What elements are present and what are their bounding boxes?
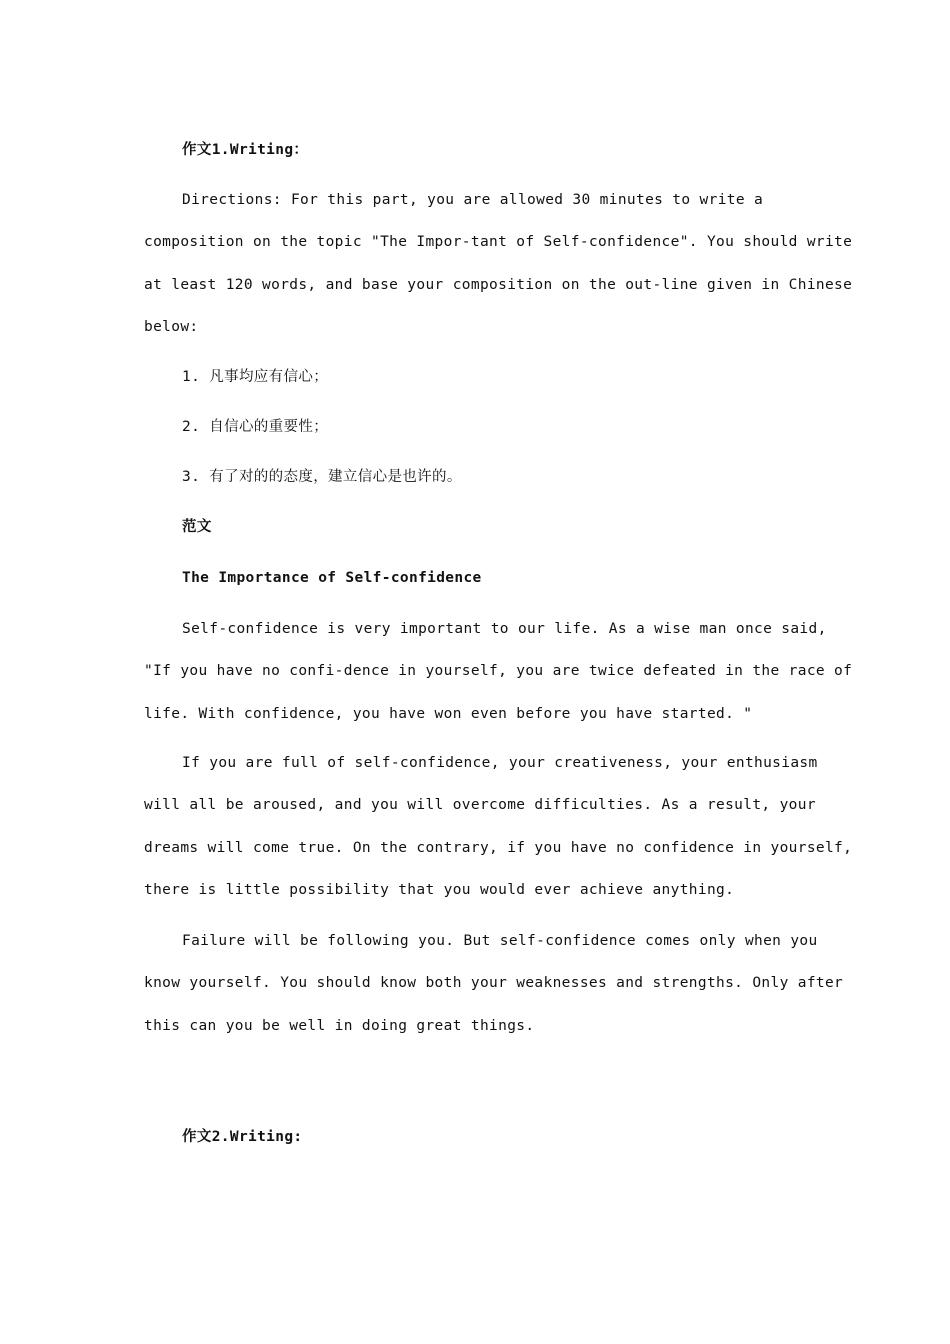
- paragraph-line: If you are full of self-confidence, your creativeness, your enthusiasm: [182, 755, 818, 771]
- outline-text: 2. 自信心的重要性；: [182, 419, 329, 435]
- directions-line: below:: [144, 318, 199, 335]
- sample-label-text: 范文: [182, 519, 212, 535]
- paragraph-line: know yourself. You should know both your weaknesses and strengths. Only after: [144, 975, 844, 992]
- paragraph-line: Failure will be following you. But self-confidence comes only when you: [182, 933, 818, 949]
- paragraph-line: dreams will come true. On the contrary, if you have no confidence in yourself,: [144, 839, 853, 856]
- outline-item-3: [182, 465, 842, 489]
- essay-title: [182, 566, 842, 590]
- outline-item-1: [182, 365, 842, 389]
- heading-text: 作文2.Writing:: [182, 1129, 303, 1145]
- essay-paragraph-1: [144, 608, 853, 735]
- heading-text: 作文1.Writing：: [182, 142, 309, 158]
- directions-line: Directions: For this part, you are allowed 30 minutes to write a: [182, 192, 764, 208]
- paragraph-line: there is little possibility that you would ever achieve anything.: [144, 881, 735, 898]
- paragraph-line: life. With confidence, you have won even before you have started. ": [144, 705, 753, 722]
- directions-line: composition on the topic "The Impor-tant of Self-confidence". You should write: [144, 234, 853, 251]
- essay-paragraph-3: [144, 920, 844, 1047]
- essay-title-text: The Importance of Self-confidence: [182, 570, 482, 586]
- paragraph-line: "If you have no confi-dence in yourself, you are twice defeated in the race of: [144, 663, 853, 680]
- paragraph-line: this can you be well in doing great things.: [144, 1017, 535, 1034]
- outline-text: 1. 凡事均应有信心；: [182, 369, 329, 385]
- directions-paragraph: [144, 179, 853, 348]
- outline-text: 3. 有了对的的态度，建立信心是也许的。: [182, 469, 462, 485]
- outline-item-2: [182, 415, 842, 439]
- section-1-heading: [182, 138, 842, 162]
- paragraph-line: will all be aroused, and you will overcome difficulties. As a result, your: [144, 797, 816, 814]
- directions-line: at least 120 words, and base your composition on the out-line given in Chinese: [144, 276, 853, 293]
- sample-essay-label: [182, 515, 842, 539]
- essay-paragraph-2: [144, 742, 853, 911]
- section-2-heading: [182, 1125, 842, 1149]
- paragraph-line: Self-confidence is very important to our life. As a wise man once said,: [182, 621, 827, 637]
